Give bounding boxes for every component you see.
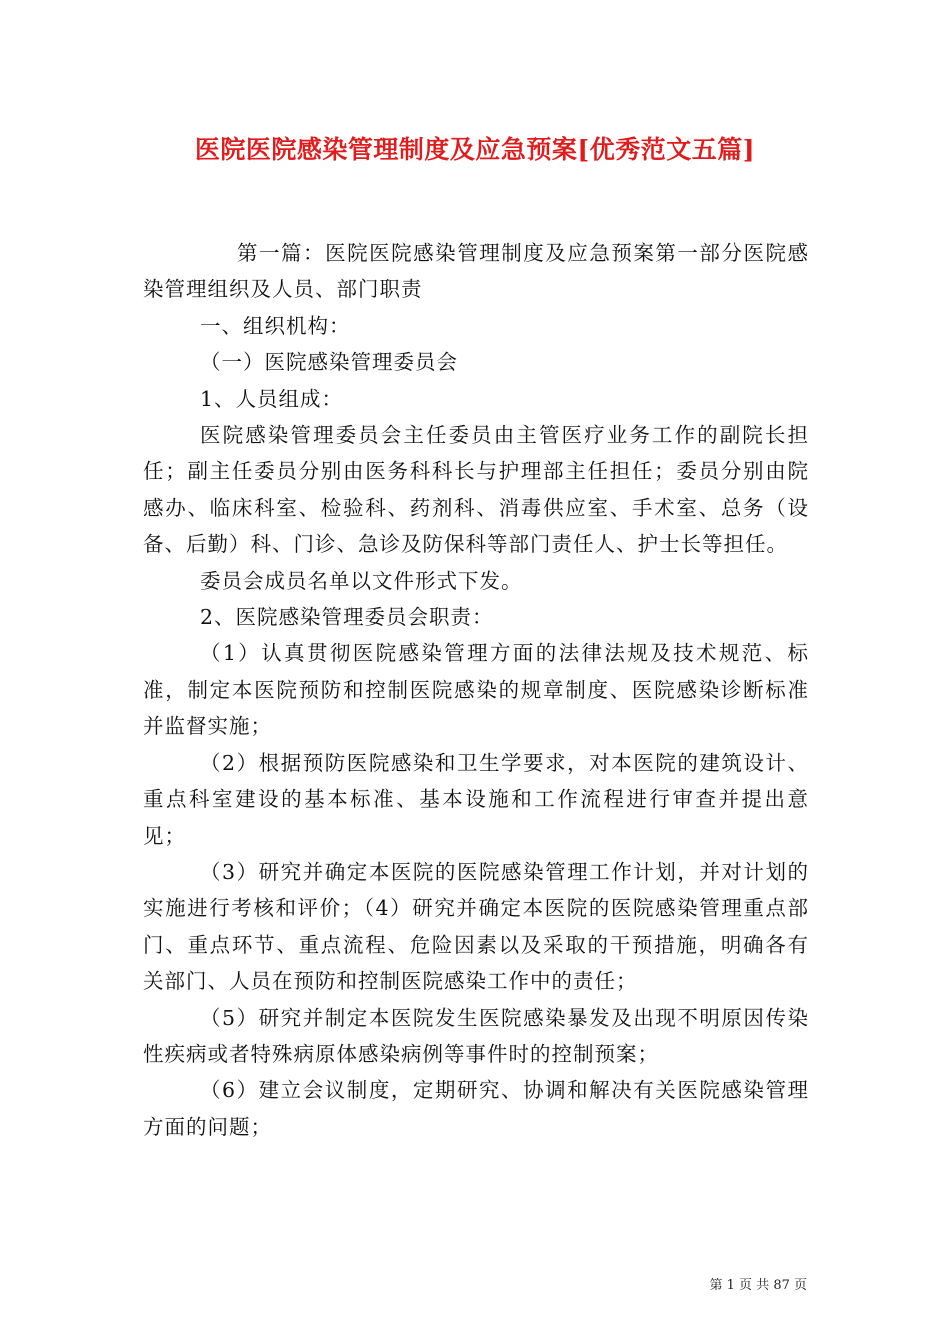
- heading-organization: 一、组织机构：: [200, 313, 351, 338]
- list-item-duty-5: （5）研究并制定本医院发生医院感染暴发及出现不明原因传染性疾病或者特殊病原体感染病例等事件时的控制预案；: [143, 1005, 809, 1066]
- paragraph-intro: 第一篇：医院医院感染管理制度及应急预案第一部分医院感染管理组织及人员、部门职责: [143, 241, 809, 302]
- list-item-duty-6: （6）建立会议制度，定期研究、协调和解决有关医院感染管理方面的问题；: [143, 1078, 809, 1139]
- list-item-duty-1: （1）认真贯彻医院感染管理方面的法律法规及技术规范、标准，制定本医院预防和控制医院感染的规章制度、医院感染诊断标准并监督实施；: [143, 641, 809, 739]
- document-title: 医院医院感染管理制度及应急预案[优秀范文五篇]: [194, 135, 756, 164]
- page-number: 第 1 页 共 87 页: [709, 1278, 807, 1293]
- list-item-duty-2: （2）根据预防医院感染和卫生学要求，对本医院的建筑设计、重点科室建设的基本标准、基本设施和工作流程进行审查并提出意见；: [143, 750, 809, 848]
- heading-personnel: 1、人员组成：: [200, 386, 344, 411]
- heading-committee: （一）医院感染管理委员会: [200, 350, 458, 375]
- paragraph-member-list: 委员会成员名单以文件形式下发。: [200, 568, 523, 593]
- heading-duties: 2、医院感染管理委员会职责：: [200, 605, 494, 630]
- document-body: [143, 235, 809, 1145]
- paragraph-composition: 医院感染管理委员会主任委员由主管医疗业务工作的副院长担任；副主任委员分别由医务科科长与护理部主任担任；委员分别由院感办、临床科室、检验科、药剂科、消毒供应室、手术室、总务（设备、后勤）科、门诊、急诊及防保科等部门责任人、护士长等担任。: [143, 423, 809, 557]
- list-item-duty-3-4: （3）研究并确定本医院的医院感染管理工作计划，并对计划的实施进行考核和评价；（4）研究并确定本医院的医院感染管理重点部门、重点环节、重点流程、危险因素以及采取的干预措施，明确各有关部门、人员在预防和控制医院感染工作中的责任；: [143, 859, 809, 994]
